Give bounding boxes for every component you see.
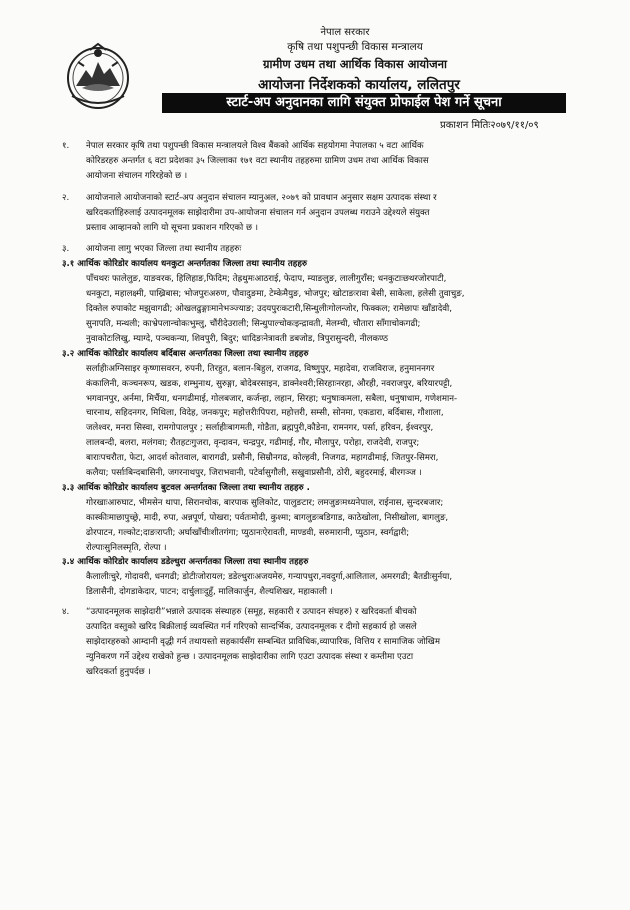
paragraph-line: कोरिडरहरु अन्तर्गत ६ वटा प्रदेशका ३५ जिल्लाका १७१ वटा स्थानीय तहहरुमा ग्रामिण उधम तथा आर्थिक विकास [86,155,429,166]
government-name: नेपाल सरकार [320,27,370,38]
section-heading: ३.१ आर्थिक कोरिडोर कार्यालय धनकुटा अन्तर्गतका जिल्ला तथा स्थानीय तहहरु [62,259,308,270]
paragraph-number: १. [62,141,70,151]
section-line: जलेश्वर, मनरा सिस्वा, रामगोपालपुर ; सर्लाहीःबागमती, गोडैता, ब्रह्मपुरी,कौडेना, रामनगर, पर्सा, हरिवन, ईश्वरपुर, [86,423,434,434]
section-line: ढोरपाटन, गल्कोट;दाङःराप्ती; अर्घाखाँचीःशीतगंगा; प्युठानःऐरावती, माण्डवी, सरुमारानी, प्युठान, स्वर्गद्वारी; [86,527,410,538]
section-3-1 [62,257,582,346]
paragraph-number: २. [62,192,70,203]
section-line: रोल्पाःसुनिलस्मृति, रोल्पा । [86,542,167,553]
paragraph-line: नेपाल सरकार कृषि तथा पशुपन्छी विकास मन्त्रालयले विश्व बैंकको आर्थिक सहयोगमा नेपालका ५ वटा आर्थिक [86,141,424,151]
section-3-4 [62,555,582,600]
paragraph-line: खरिदकर्ताहिरुलाई उत्पादनमूलक साझेदारीमा उप-आयोजना संचालन गर्न अनुदान उपलब्ध गराउने उद्देश्यले संयुक्त [86,207,430,218]
office-name: आयोजना निर्देशकको कार्यालय, ललितपुर [258,77,460,93]
notice-body [62,139,582,680]
paragraph-number: ३. [62,244,70,255]
paragraph-line: न्युनिकरण गर्ने उद्देश्य राखेको हुन्छ । उत्पादनमूलक साझेदारीका लागि एउटा उत्पादक संस्था र कम्तीमा एउटा [86,651,414,662]
paragraph-line: साझेदारहरुको आम्दानी वृद्धी गर्न तथायस्तो सहकार्यसँग सम्बन्धित प्राविधिक,व्यापारिक, वित्तिय र सामाजिक जोखिम [86,637,440,647]
project-name: ग्रामीण उधम तथा आर्थिक विकास आयोजना [263,57,447,71]
section-3-3 [62,481,582,556]
section-line: डिलासैनी, दोगडाकेदार, पाटन; दार्चुलाःदुहुँ, मालिकार्जुन, शैल्यशिखर, महाकाली । [86,587,333,598]
section-heading: ३.४ आर्थिक कोरिडोर कार्यालय डडेल्धुरा अन्तर्गतका जिल्ला तथा स्थानीय तहहरु [62,557,309,568]
paragraph-line: उत्पादित वस्तुको खरिद बिक्रीलाई व्यवस्थित गर्न गरिएको सान्दर्भिक, उत्पादनमूलक र दीगो सहकार्य हो जसले [86,622,417,633]
section-line: चारनाथ, सहिदनगर, मिथिला, विदेह, जनकपुर; महोत्तरीःपिपरा, महोत्तरी, सम्सी, सोनमा, एकडारा, बर्दिबास, गौशाला, [86,408,444,419]
paragraph-line: खरिदकर्ता हुनुपर्दछ । [86,666,151,677]
section-line: गोरखाःआरुघाट, भीमसेन थापा, सिरानचोक, बारपाक सुलिकोट, पालुङटार; लमजुङःमध्यनेपाल, राईनास, सुन्दरबजार; [86,497,444,508]
paragraph-line: आयोजनाले आयोजनाको स्टार्ट-अप अनुदान संचालन म्यानुअल, २०७९ को प्रावधान अनुसार सक्षम उत्पादक संस्था र [86,192,437,203]
section-line: लालबन्दी, बलरा, मलंगवा; रौतहटःगुजरा, वृन्दावन, चन्द्रपुर, गढीमाई, गौर, मौलापुर, परोहा, राजदेवी, राजपुर; [86,438,420,449]
section-line: कैलालीःचुरे, गोदावरी, धनगढी; डोटीःजोरायल; डडेल्धुराःअजयमेरु, गन्यापधुरा,नवदुर्गा,आलिताल, अमरगढी; बैतडीःसुर्नया, [86,572,453,583]
paragraph-line: आयोजना संचालन गरिरहेको छ । [86,170,188,181]
section-3-2 [62,347,582,481]
paragraph-number: ४. [62,607,70,618]
section-line: कास्कीःमाछापुच्छ्रे, मादी, रुपा, अन्नपूर्ण, पोखरा; पर्वतःमोदी, कुश्मा; बागलुङःबडिगाड, काठेखोला, निसीखोला, बागलुङ, [86,512,449,523]
section-line: भगवानपुर, अर्नमा, मिर्चैया, धनगढीमाई, गोलबजार, कर्जन्हा, लहान, सिरहा; धनुषाःकमला, सबैला, धनुषाधाम, गणेशमान- [86,393,458,404]
section-line: दिक्तेल रुपाकोट मझुवागढी; ओखलढुङ्गाःमानेभञ्ज्याङ; उदयपुरःकटारी,सिन्धुलीःगोलन्जोर, फिक्कल; रामेछापः खाँडादेवी, [86,304,452,315]
section-heading: ३.२ आर्थिक कोरिडोर कार्यालय बर्दिबास अन्तर्गतका जिल्ला तथा स्थानीय तहहरु [62,348,309,359]
paragraph-line: “उत्पादनमूलक साझेदारी”भन्नाले उत्पादक संस्थाहरु (समूह, सहकारी र उत्पादन संघहरु) र खरिदकर्ता बीचको [86,607,417,618]
paragraph-3 [62,242,582,257]
publication-date: प्रकाशन मितिः२०७९/११/०९ [440,120,539,131]
section-line: कंकालिनी, कञ्चनरूप, खडक, शम्भुनाथ, सुरुङ्गा, बोदेबरसाइन, डाक्नेश्वरी;सिरहाःनरहा, औरही, नवराजपुर, बरियारपट्टी, [86,378,453,389]
section-line: बाराःपचरौता, फेटा, आदर्श कोतवाल, बारागढी, प्रसौनी, सिम्रौनगढ, कोल्हवी, निजगढ, महागढीमाई, जितपुर-सिमरा, [86,453,439,464]
paragraph-4 [62,605,582,680]
paragraph-line: आयोजना लागु भएका जिल्ला तथा स्थानीय तहहरुः [86,244,242,255]
ministry-name: कृषि तथा पशुपन्छी विकास मन्त्रालय [287,41,423,53]
section-heading: ३.३ आर्थिक कोरिडोर कार्यालय बुटवल अन्तर्गतका जिल्ला तथा स्थानीय तहहरु . [62,482,310,493]
section-line: पाँचथरः फालेलुङ, याङवरक, हिलिहाङ,फिदिम; तेह्रथुमःआठराई, फेदाप, म्याङलुङ, लालीगुराँस; धनकुटाःछथरजोरपाटी, [86,274,447,285]
notice-title: स्टार्ट-अप अनुदानका लागि संयुक्त प्रोफाईल पेश गर्ने सूचना [162,93,566,113]
paragraph-1 [62,139,582,184]
section-line: नुवाकोटःलिखु, म्याग्दे, पञ्चकन्या, शिवपुरी, बिदुर; धादिङःनेत्रावती डबजोड, त्रिपुरासुन्दरी, नीलकण्ठ [86,333,389,344]
section-line: सुनापति, मन्थली; काभ्रेपलान्चोकःभुम्लु, चौंरीदेउराली; सिन्धुपाल्चोकःइन्द्रावती, मेलम्ची, चौतारा साँगाचोकगढी; [86,318,421,329]
section-line: सर्लाहीःअग्निसाइर कृष्णासवरन, रुपनी, तिरहुत, बलान-बिहुल, राजगढ, विष्णुपुर, महादेवा, राजविराज, हनुमाननगर [86,363,435,374]
section-line: कलैया; पर्साःबिन्दबासिनी, जगरनाथपुर, जिराभवानी, पटेर्वासुगौली, सखुवाप्रसौनी, ठोरी, बहुदरमाई, बीरगञ्ज । [86,468,422,479]
section-line: धनकुटा, महालक्ष्मी, पाख्रिबास; भोजपुरःअरुण, पौवादुङमा, टेम्केमैयुङ, भोजपुर; खोटाङःरावा बेसी, साकेला, हलेसी तुवाचुङ, [86,289,465,300]
paragraph-line: प्रस्ताव आव्हानको लागि यो सूचना प्रकाशन गरिएको छ । [86,222,258,233]
paragraph-2 [62,191,582,236]
